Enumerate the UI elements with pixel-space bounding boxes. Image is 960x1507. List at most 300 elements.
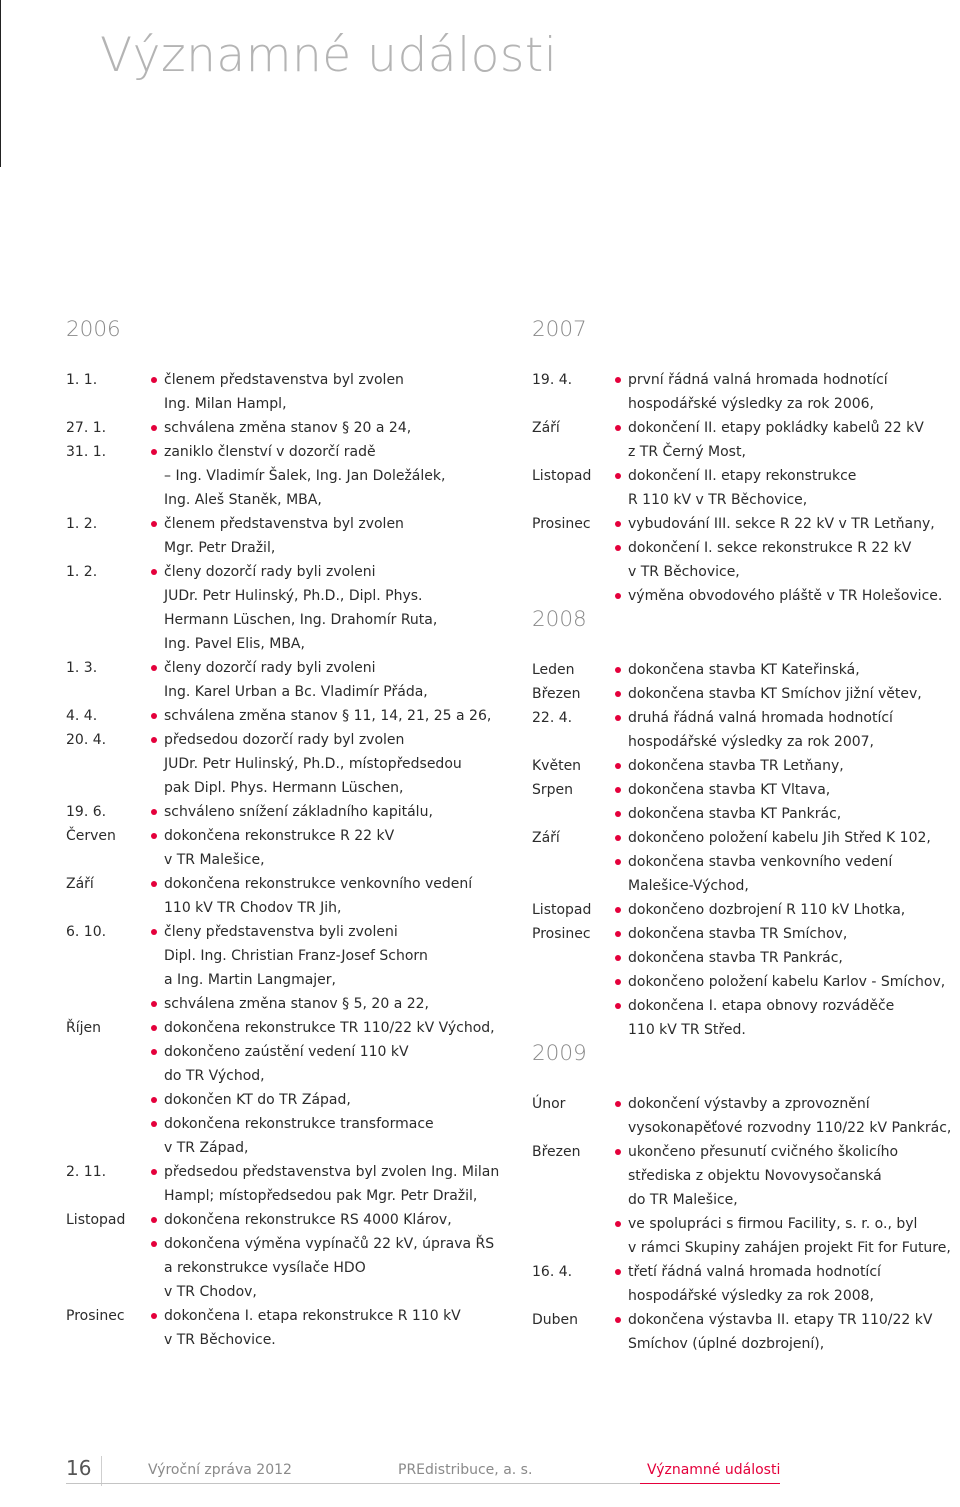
bullet-icon [150,704,164,728]
event-text-line: v rámci Skupiny zahájen projekt Fit for Future, [628,1240,951,1256]
event-row [66,440,506,512]
event-item [614,1260,957,1308]
event-text-line: dokončeno položení kabelu Karlov - Smíchov, [628,974,946,990]
event-body [150,1208,506,1304]
event-row [66,704,506,728]
event-text-line: hospodářské výsledky za rok 2008, [628,1288,874,1304]
event-text-line: Dipl. Ing. Christian Franz-Josef Schorn [164,948,428,964]
bullet-icon [150,992,164,1016]
event-text-line: dokončena stavba KT Smíchov jižní větev, [628,686,922,702]
event-date: 1. 2. [66,564,98,580]
event-text-line: střediska z objektu Novovysočanská [628,1168,882,1184]
bullet-icon [614,658,628,682]
event-date: Prosinec [66,1308,125,1324]
event-date: 1. 2. [66,516,98,532]
bullet-icon [614,1260,628,1308]
event-body [614,682,957,706]
event-body [150,800,506,824]
event-date: Leden [532,662,575,678]
event-text [628,1140,957,1212]
event-row [66,416,506,440]
event-text [628,826,957,850]
bullet-icon [150,920,164,992]
event-text [164,800,506,824]
event-item [614,368,957,416]
bullet-icon [150,1040,164,1088]
event-text-line: dokončeno zaústění vedení 110 kV [164,1044,409,1060]
event-text-line: dokončen KT do TR Západ, [164,1092,351,1108]
bullet-icon [150,416,164,440]
event-text-line: druhá řádná valná hromada hodnotící [628,710,893,726]
event-text-line: ve spolupráci s firmou Facility, s. r. o., byl [628,1216,918,1232]
event-text [628,802,957,826]
event-text-line: dokončení výstavby a zprovoznění [628,1096,870,1112]
event-text [164,1304,506,1352]
event-row [66,1304,506,1352]
event-row [532,464,957,512]
event-text-line: schválena změna stanov § 11, 14, 21, 25 a 26, [164,708,492,724]
bullet-icon [150,872,164,920]
bullet-icon [614,464,628,512]
event-text-line: schválena změna stanov § 5, 20 a 22, [164,996,429,1012]
page-number: 16 [66,1456,92,1480]
event-row [66,1016,506,1160]
event-date: 1. 3. [66,660,98,676]
event-text [628,706,957,754]
event-text-line: Ing. Karel Urban a Bc. Vladimír Přáda, [164,684,428,700]
bullet-icon [150,1304,164,1352]
event-item [614,1308,957,1356]
event-body [614,658,957,682]
event-item [150,1016,506,1040]
event-item [150,704,506,728]
bullet-icon [150,560,164,656]
event-text [164,368,506,416]
event-item [150,1232,506,1304]
event-row [66,824,506,872]
event-body [614,754,957,778]
event-body [614,1308,957,1356]
bullet-icon [614,706,628,754]
event-text [628,682,957,706]
event-date: Prosinec [532,516,591,532]
bullet-icon [614,850,628,898]
event-text-line: z TR Černý Most, [628,444,746,460]
event-row [532,416,957,464]
bullet-icon [614,1212,628,1260]
event-text [628,850,957,898]
event-text [164,1040,506,1088]
page-footer [0,1456,960,1486]
event-item [150,416,506,440]
event-row [532,898,957,922]
event-text-line: ukončeno přesunutí cvičného školicího [628,1144,899,1160]
event-row [532,682,957,706]
event-date: 19. 6. [66,804,107,820]
event-text-line: dokončeno položení kabelu Jih Střed K 102, [628,830,931,846]
event-row [532,706,957,754]
year-heading: 2007 [532,317,587,342]
event-item [614,898,957,922]
year-section [532,1042,957,1356]
event-text-line: JUDr. Petr Hulinský, Ph.D., místopředsedou [164,756,462,772]
event-item [614,1212,957,1260]
footer-separator [101,1456,102,1486]
event-text-line: v TR Chodov, [164,1284,257,1300]
event-item [614,754,957,778]
event-text [628,658,957,682]
event-row [532,1260,957,1308]
event-item [614,416,957,464]
event-text-line: Ing. Milan Hampl, [164,396,287,412]
event-body [150,1016,506,1160]
event-text-line: hospodářské výsledky za rok 2006, [628,396,874,412]
event-body [150,656,506,704]
event-row [66,560,506,656]
event-date: Září [532,420,560,436]
event-text-line: dokončení I. sekce rekonstrukce R 22 kV [628,540,912,556]
event-body [614,416,957,464]
event-item [614,512,957,536]
event-body [150,824,506,872]
event-row [66,1160,506,1208]
bullet-icon [150,440,164,512]
event-item [614,706,957,754]
event-item [614,826,957,850]
event-row [532,826,957,898]
event-text [628,1092,957,1140]
event-text-line: členy dozorčí rady byli zvoleni [164,660,376,676]
event-text-line: hospodářské výsledky za rok 2007, [628,734,874,750]
event-body [614,826,957,898]
event-text-line: v TR Západ, [164,1140,249,1156]
bullet-icon [614,536,628,584]
bullet-icon [614,898,628,922]
event-text-line: v TR Běchovice, [628,564,740,580]
event-text-line: zaniklo členství v dozorčí radě [164,444,376,460]
event-text [628,536,957,584]
event-item [614,1092,957,1140]
bullet-icon [614,584,628,608]
bullet-icon [614,1140,628,1212]
event-text-line: dokončeno dozbrojení R 110 kV Lhotka, [628,902,906,918]
year-section [532,608,957,1042]
event-text-line: Smíchov (úplné dozbrojení), [628,1336,825,1352]
event-body [614,464,957,512]
event-row [532,754,957,778]
event-text-line: členy představenstva byli zvoleni [164,924,398,940]
event-text-line: dokončena výměna vypínačů 22 kV, úprava ŘS [164,1236,495,1252]
event-body [614,778,957,826]
event-body [150,440,506,512]
event-text [628,754,957,778]
event-item [614,682,957,706]
event-text-line: předsedou dozorčí rady byl zvolen [164,732,405,748]
bullet-icon [614,994,628,1042]
event-body [150,416,506,440]
event-text-line: vybudování III. sekce R 22 kV v TR Letňany, [628,516,935,532]
bullet-icon [150,656,164,704]
footer-company: PREdistribuce, a. s. [398,1462,533,1478]
event-item [150,824,506,872]
bullet-icon [614,368,628,416]
event-date: 16. 4. [532,1264,573,1280]
bullet-icon [150,728,164,800]
bullet-icon [150,1160,164,1208]
event-body [614,368,957,416]
event-item [614,584,957,608]
event-text [164,416,506,440]
bullet-icon [150,1208,164,1232]
left-column [66,318,506,1352]
event-body [150,1304,506,1352]
event-item [150,512,506,560]
event-date: 20. 4. [66,732,107,748]
event-text-line: dokončena stavba KT Kateřinská, [628,662,860,678]
event-text-line: dokončena stavba KT Pankrác, [628,806,842,822]
event-text [628,416,957,464]
event-item [150,800,506,824]
event-item [150,1112,506,1160]
event-item [150,368,506,416]
event-text [164,1208,506,1232]
bullet-icon [614,1308,628,1356]
event-date: 22. 4. [532,710,573,726]
event-item [614,658,957,682]
event-date: 27. 1. [66,420,107,436]
event-date: Prosinec [532,926,591,942]
right-column [532,318,957,1356]
event-body [614,512,957,608]
event-text-line: a rekonstrukce vysílače HDO [164,1260,366,1276]
event-row [66,920,506,1016]
event-date: Březen [532,1144,581,1160]
event-date: 19. 4. [532,372,573,388]
event-text [628,1260,957,1308]
bullet-icon [150,824,164,872]
event-text-line: v TR Malešice, [164,852,265,868]
bullet-icon [614,512,628,536]
event-text [628,464,957,512]
bullet-icon [150,368,164,416]
event-text-line: dokončena rekonstrukce TR 110/22 kV Východ, [164,1020,495,1036]
bullet-icon [614,754,628,778]
event-text-line: dokončena I. etapa obnovy rozváděče [628,998,895,1014]
event-body [150,872,506,920]
event-body [150,1160,506,1208]
event-text-line: 110 kV TR Střed. [628,1022,746,1038]
event-text [628,898,957,922]
event-text [628,946,957,970]
event-row [66,728,506,800]
event-date: 1. 1. [66,372,98,388]
event-text-line: Hermann Lüschen, Ing. Drahomír Ruta, [164,612,438,628]
event-date: Únor [532,1096,566,1112]
event-text [628,1212,957,1260]
bullet-icon [614,1092,628,1140]
event-text-line: dokončena rekonstrukce R 22 kV [164,828,395,844]
bullet-icon [614,416,628,464]
footer-section-title: Významné události [647,1462,781,1478]
event-text [164,824,506,872]
event-text-line: JUDr. Petr Hulinský, Ph.D., Dipl. Phys. [164,588,423,604]
event-text-line: do TR Malešice, [628,1192,738,1208]
event-text-line: třetí řádná valná hromada hodnotící [628,1264,881,1280]
event-text-line: do TR Východ, [164,1068,265,1084]
event-text [628,970,957,994]
event-date: Listopad [66,1212,126,1228]
bullet-icon [614,802,628,826]
event-text-line: pak Dipl. Phys. Hermann Lüschen, [164,780,404,796]
event-text-line: a Ing. Martin Langmajer, [164,972,336,988]
event-text [628,922,957,946]
event-text [628,994,957,1042]
year-section [532,318,957,608]
event-text-line: dokončena stavba TR Pankrác, [628,950,843,966]
event-body [614,1092,957,1140]
event-text-line: dokončena stavba venkovního vedení [628,854,893,870]
event-date: 4. 4. [66,708,98,724]
event-item [614,464,957,512]
event-row [532,512,957,608]
event-body [614,898,957,922]
event-date: Duben [532,1312,579,1328]
event-item [614,850,957,898]
event-date: 31. 1. [66,444,107,460]
event-date: Červen [66,828,116,844]
year-heading: 2006 [66,317,121,342]
event-item [150,1160,506,1208]
event-item [614,778,957,802]
event-item [150,872,506,920]
bullet-icon [614,946,628,970]
event-item [150,560,506,656]
event-text [628,1308,957,1356]
event-body [614,706,957,754]
event-item [150,1304,506,1352]
event-body [614,1260,957,1308]
event-row [532,658,957,682]
event-row [532,922,957,1042]
event-text-line: 110 kV TR Chodov TR Jih, [164,900,342,916]
event-text-line: předsedou představenstva byl zvolen Ing. Milan [164,1164,500,1180]
event-text-line: výměna obvodového pláště v TR Holešovice. [628,588,943,604]
event-date: 2. 11. [66,1164,107,1180]
event-item [150,992,506,1016]
bullet-icon [614,922,628,946]
event-text [164,440,506,512]
event-text [164,1112,506,1160]
event-item [614,946,957,970]
year-heading: 2009 [532,1041,587,1066]
event-row [66,512,506,560]
bullet-icon [150,1016,164,1040]
event-body [150,920,506,1016]
event-date: Listopad [532,902,592,918]
event-text [628,584,957,608]
bullet-icon [150,1232,164,1304]
event-text-line: dokončena stavba TR Letňany, [628,758,844,774]
event-row [66,800,506,824]
year-heading: 2008 [532,607,587,632]
event-text [164,512,506,560]
event-date: Září [532,830,560,846]
event-text-line: Hampl; místopředsedou pak Mgr. Petr Dražil, [164,1188,478,1204]
event-text-line: Mgr. Petr Dražil, [164,540,276,556]
event-text-line: dokončena I. etapa rekonstrukce R 110 kV [164,1308,461,1324]
event-body [614,1140,957,1260]
bullet-icon [614,778,628,802]
event-date: Září [66,876,94,892]
bullet-icon [614,970,628,994]
page-title: Významné události [100,28,558,83]
event-text [628,368,957,416]
event-text [164,1160,506,1208]
event-body [150,512,506,560]
event-text [164,920,506,992]
event-row [532,1308,957,1356]
event-text-line: dokončena rekonstrukce transformace [164,1116,434,1132]
event-row [532,1092,957,1140]
event-item [150,1040,506,1088]
event-text-line: dokončení II. etapy pokládky kabelů 22 kV [628,420,924,436]
event-item [614,970,957,994]
event-item [150,656,506,704]
event-row [66,656,506,704]
event-item [614,802,957,826]
event-text-line: dokončena výstavba II. etapy TR 110/22 kV [628,1312,933,1328]
event-date: Říjen [66,1020,101,1036]
footer-rule-accent [640,1483,780,1484]
event-text-line: – Ing. Vladimír Šalek, Ing. Jan Doležálek, [164,468,446,484]
bullet-icon [150,512,164,560]
event-row [532,1140,957,1260]
event-row [66,872,506,920]
event-date: Listopad [532,468,592,484]
event-item [150,440,506,512]
event-text [164,560,506,656]
event-text-line: členem představenstva byl zvolen [164,516,404,532]
event-row [532,778,957,826]
bullet-icon [150,800,164,824]
event-body [614,922,957,1042]
event-text [164,872,506,920]
event-text [164,728,506,800]
event-date: 6. 10. [66,924,107,940]
event-text-line: Malešice-Východ, [628,878,749,894]
event-text-line: dokončena stavba KT Vltava, [628,782,831,798]
bullet-icon [614,826,628,850]
event-body [150,368,506,416]
event-text-line: dokončena rekonstrukce venkovního vedení [164,876,473,892]
event-text-line: členy dozorčí rady byli zvoleni [164,564,376,580]
event-text-line: R 110 kV v TR Běchovice, [628,492,808,508]
event-text [164,1016,506,1040]
event-text [164,1088,506,1112]
event-text-line: schváleno snížení základního kapitálu, [164,804,433,820]
event-item [614,994,957,1042]
event-date: Srpen [532,782,574,798]
event-text-line: Ing. Pavel Elis, MBA, [164,636,305,652]
event-text [164,656,506,704]
event-item [614,922,957,946]
event-text-line: dokončena rekonstrukce RS 4000 Klárov, [164,1212,452,1228]
event-text-line: první řádná valná hromada hodnotící [628,372,888,388]
event-text [164,992,506,1016]
event-text [628,778,957,802]
event-body [150,560,506,656]
year-section [66,318,506,1352]
